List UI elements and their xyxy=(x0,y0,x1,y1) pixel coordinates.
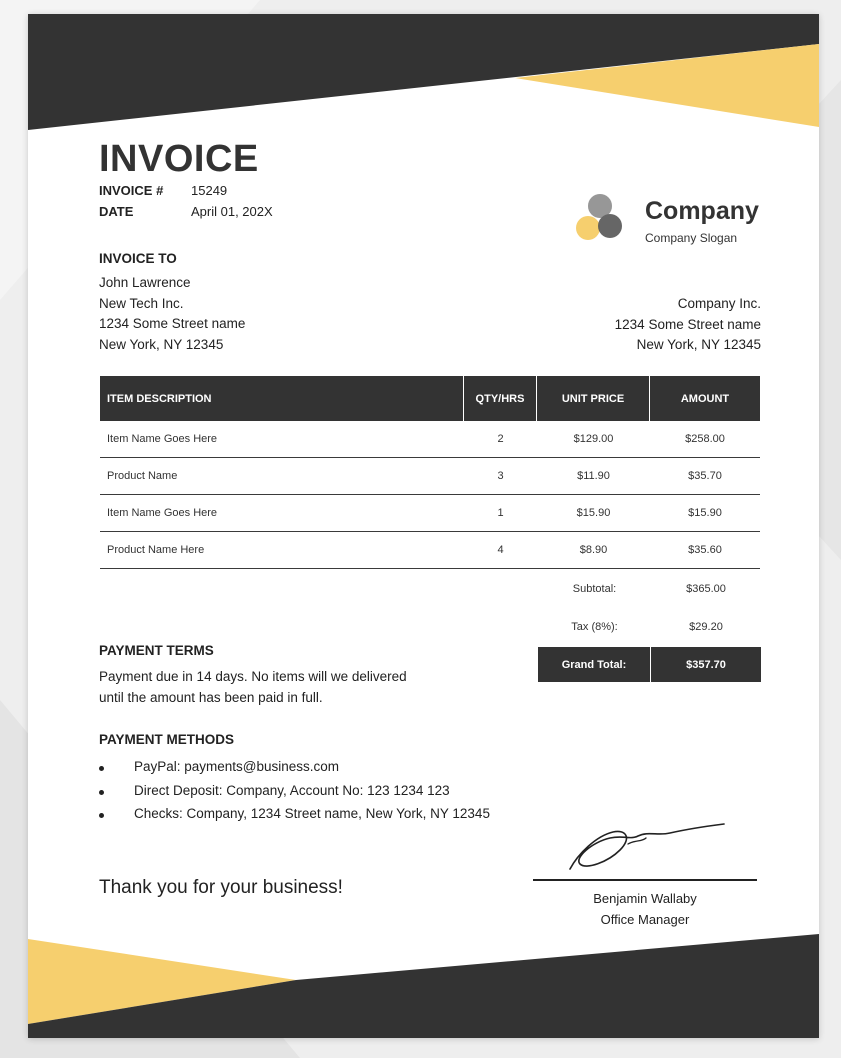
header-qty: QTY/HRS xyxy=(464,376,537,421)
table-row xyxy=(100,421,760,458)
bottom-accent-band xyxy=(28,939,296,1024)
invoice-title: INVOICE xyxy=(99,138,259,180)
item-amount: $15.90 xyxy=(688,507,722,519)
item-amount: $35.70 xyxy=(688,470,722,482)
header-item-description: ITEM DESCRIPTION xyxy=(100,376,464,421)
item-qty: 2 xyxy=(497,433,504,445)
top-dark-band xyxy=(28,14,819,130)
tax-value: $29.20 xyxy=(689,621,723,633)
bullet-icon xyxy=(99,766,104,771)
item-unit-price: $11.90 xyxy=(577,470,610,482)
company-address-line: New York, NY 12345 xyxy=(636,337,761,352)
grand-total-label: Grand Total: xyxy=(538,647,651,682)
invoice-to-heading: INVOICE TO xyxy=(99,251,177,266)
company-slogan: Company Slogan xyxy=(645,231,738,245)
item-unit-price: $8.90 xyxy=(579,544,608,556)
payment-terms-line: until the amount has been paid in full. xyxy=(99,689,323,705)
bullet-icon xyxy=(99,813,104,818)
header-amount: AMOUNT xyxy=(680,392,730,405)
item-qty: 3 xyxy=(497,470,504,482)
bill-to-address xyxy=(99,273,245,355)
list-item xyxy=(99,806,490,830)
company-name: Company xyxy=(645,197,759,225)
item-qty: 4 xyxy=(497,544,504,556)
bill-to-street: 1234 Some Street name xyxy=(99,316,246,331)
invoice-page xyxy=(28,14,819,1038)
bill-to-city: New York, NY 12345 xyxy=(99,336,224,352)
item-description: Item Name Goes Here xyxy=(107,507,218,519)
grand-total-box xyxy=(538,647,761,682)
company-address-line: Company Inc. xyxy=(677,296,761,311)
item-qty: 1 xyxy=(497,507,504,519)
payment-method-text: PayPal: payments@business.com xyxy=(134,759,340,774)
payment-terms-heading: PAYMENT TERMS xyxy=(99,643,214,658)
bullet-icon xyxy=(99,790,104,795)
signer-title: Office Manager xyxy=(600,912,690,927)
payment-method-text: Direct Deposit: Company, Account No: 123 1234 123 xyxy=(134,782,450,798)
tax-label: Tax (8%): xyxy=(571,621,618,633)
invoice-number: 15249 xyxy=(191,183,228,198)
bottom-dark-band xyxy=(28,934,819,1038)
table-row xyxy=(100,532,760,569)
company-address xyxy=(508,294,761,356)
header-unit-price: UNIT PRICE xyxy=(537,376,650,421)
item-unit-price: $129.00 xyxy=(573,433,614,445)
subtotal-label: Subtotal: xyxy=(572,583,617,595)
list-item xyxy=(99,783,490,807)
payment-terms-line: Payment due in 14 days. No items will we delivered xyxy=(99,669,407,684)
payment-methods-list xyxy=(99,759,490,830)
handwritten-signature-icon xyxy=(558,814,738,884)
subtotal-value: $365.00 xyxy=(686,583,726,595)
overlapping-circles-logo-icon xyxy=(573,192,629,248)
item-unit-price: $15.90 xyxy=(576,507,611,519)
payment-method-text: Checks: Company, 1234 Street name, New York, NY 12345 xyxy=(134,806,490,821)
table-row xyxy=(100,458,760,495)
table-row xyxy=(100,495,760,532)
signer-name: Benjamin Wallaby xyxy=(593,891,697,906)
thank-you-message: Thank you for your business! xyxy=(99,877,343,898)
item-description: Item Name Goes Here xyxy=(107,433,218,445)
payment-terms-text xyxy=(99,667,407,708)
item-description: Product Name Here xyxy=(107,544,205,556)
top-accent-band xyxy=(515,44,819,127)
grand-total-value: $357.70 xyxy=(651,647,761,682)
item-amount: $35.60 xyxy=(688,544,722,556)
item-description: Product Name xyxy=(107,470,178,482)
company-address-line: 1234 Some Street name xyxy=(614,316,761,332)
bill-to-company: New Tech Inc. xyxy=(99,295,184,311)
item-amount: $258.00 xyxy=(685,433,725,445)
bill-to-name: John Lawrence xyxy=(99,275,191,290)
signature-line xyxy=(533,879,757,881)
items-table xyxy=(100,376,760,569)
payment-methods-heading: PAYMENT METHODS xyxy=(99,732,235,747)
table-header xyxy=(100,376,760,421)
invoice-number-label: INVOICE # xyxy=(99,183,164,198)
invoice-date: April 01, 202X xyxy=(191,204,273,219)
list-item xyxy=(99,759,490,783)
date-label: DATE xyxy=(99,204,134,219)
